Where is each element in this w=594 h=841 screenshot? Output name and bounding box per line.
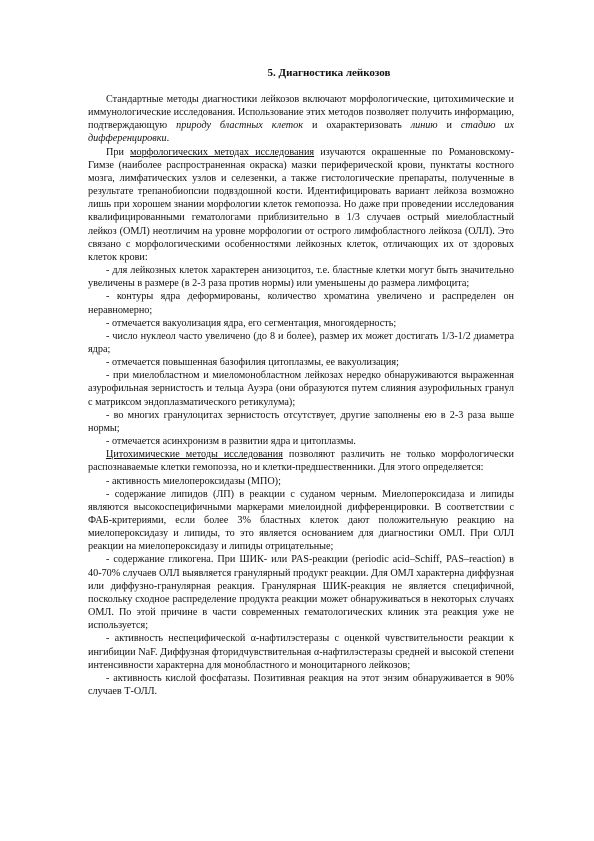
text-run: - при миелобластном и миеломонобластном лейкозах нередко обнаруживаются выраженная азурофильная зернистость и тельца Ауэра (они образуются путем слияния азурофильных гранул с матриксом эндоплазматического ретикулума); bbox=[88, 370, 514, 408]
paragraph bbox=[88, 93, 514, 146]
text-run: - во многих гранулоцитах зернистость отсутствует, другие заполнены ею в 2-3 раза выше нормы; bbox=[88, 409, 514, 434]
text-run: - отмечается вакуолизация ядра, его сегментация, многоядерность; bbox=[106, 317, 397, 329]
text-run: - отмечается асинхронизм в развитии ядра и цитоплазмы. bbox=[106, 436, 356, 448]
text-run: При bbox=[106, 146, 131, 158]
text-run: - активность неспецифической α-нафтилэстеразы с оценкой чувствительности реакции к ингибиции NaF. Диффузная фторидчувствительная α-нафтилэстеразы средней и высокой степени интенсивности характерна для монобластного и моноцитарного лейкозов; bbox=[88, 633, 514, 671]
underlined-text: Цитохимические методы исследования bbox=[106, 449, 283, 461]
underlined-text: морфологических методах исследования bbox=[130, 146, 315, 158]
italic-text: стадию их дифференцировки bbox=[88, 120, 514, 145]
text-run: . bbox=[166, 133, 170, 145]
italic-text: природу бластных клеток bbox=[176, 120, 304, 132]
paragraph bbox=[88, 356, 514, 369]
section-title: 5. Диагностика лейкозов bbox=[267, 67, 391, 79]
paragraph bbox=[88, 435, 514, 448]
paragraph bbox=[88, 488, 514, 554]
text-run: - содержание липидов (ЛП) в реакции с суданом черным. Миелопероксидаза и липиды являются высокоспецифичными маркерами миелоидной дифференцировки. В соответствии с ФАБ-критериями, если более 3% бластных клеток дают положительную реакцию на миелопероксидазу и липиды, то это является основанием для диагностики ОМЛ. При ОЛЛ реакции на миелопероксидазу и липиды отрицательные; bbox=[88, 488, 514, 553]
paragraph-list bbox=[88, 93, 514, 698]
paragraph bbox=[88, 146, 514, 264]
text-run: и bbox=[437, 120, 461, 132]
paragraph bbox=[88, 448, 514, 474]
text-run: - число нуклеол часто увеличено (до 8 и более), размер их может достигать 1/3-1/2 диаметра ядра; bbox=[88, 330, 514, 355]
paragraph bbox=[88, 672, 514, 698]
paragraph bbox=[88, 475, 514, 488]
paragraph bbox=[88, 409, 514, 435]
text-run: - контуры ядра деформированы, количество хроматина увеличено и распределен он неравномерно; bbox=[88, 291, 514, 316]
paragraph bbox=[88, 553, 514, 632]
paragraph bbox=[88, 264, 514, 290]
paragraph bbox=[88, 330, 514, 356]
text-run: Стандартные методы диагностики лейкозов включают морфологические, цитохимические и иммунологические исследования. Использование этих методов позволяет получить информацию, подтверждающую bbox=[88, 94, 514, 132]
text-run: изучаются окрашенные по Романовскому-Гимзе (наиболее распространенная окраска) мазки периферической крови, пунктаты костного мозга, лимфатических узлов и селезенки, а также гистологические препараты, полученные в результате трепанобиопсии подвздошной кости. Идентифицировать вариант лейкоза возможно лишь при хорошем знании морфологии клеток гемопоэза. Но даже при проведении исследования квалифицированными гематологами приблизительно в 1/3 случаев острый миелобластный лейкоз (ОМЛ) неотличим на уровне морфологии от острого лимфобластного лейкоза (ОЛЛ). Это связано с морфологическими особенностями лейкозных клеток, отличающих их от здоровых клеток крови: bbox=[88, 146, 514, 263]
text-run: - содержание гликогена. При ШИК- или PAS-реакции (periodic acid–Schiff, PAS–reaction) в 40-70% случаев ОЛЛ выявляется гранулярный продукт реакции. Для ОМЛ характерна диффузная или диффузно-гранулярная реакция. Гранулярная ШИК-реакция не является специфичной, поскольку сходное распределение продукта реакции может обнаруживаться в некоторых случаях ОМЛ. По этой причине в части современных гематологических клиник эта реакция уже не используется; bbox=[88, 554, 514, 632]
text-run: - для лейкозных клеток характерен анизоцитоз, т.е. бластные клетки могут быть значительно увеличены в размере (в 2-3 раза против нормы) или уменьшены до размера лимфоцита; bbox=[88, 265, 514, 290]
text-run: - активность миелопероксидазы (МПО); bbox=[106, 475, 281, 487]
paragraph bbox=[88, 632, 514, 671]
paragraph bbox=[88, 317, 514, 330]
text-run: - активность кислой фосфатазы. Позитивная реакция на этот энзим обнаруживается в 90% случаев Т-ОЛЛ. bbox=[88, 672, 514, 698]
text-run: и охарактеризовать bbox=[303, 120, 411, 132]
text-run: - отмечается повышенная базофилия цитоплазмы, ее вакуолизация; bbox=[106, 357, 399, 369]
document-body bbox=[88, 66, 514, 698]
italic-text: линию bbox=[410, 120, 438, 132]
text-run: позволяют различить не только морфологически распознаваемые клетки гемопоэза, но и клетки-предшественники. Для этого определяется: bbox=[88, 449, 514, 474]
paragraph bbox=[88, 290, 514, 316]
paragraph bbox=[88, 369, 514, 408]
